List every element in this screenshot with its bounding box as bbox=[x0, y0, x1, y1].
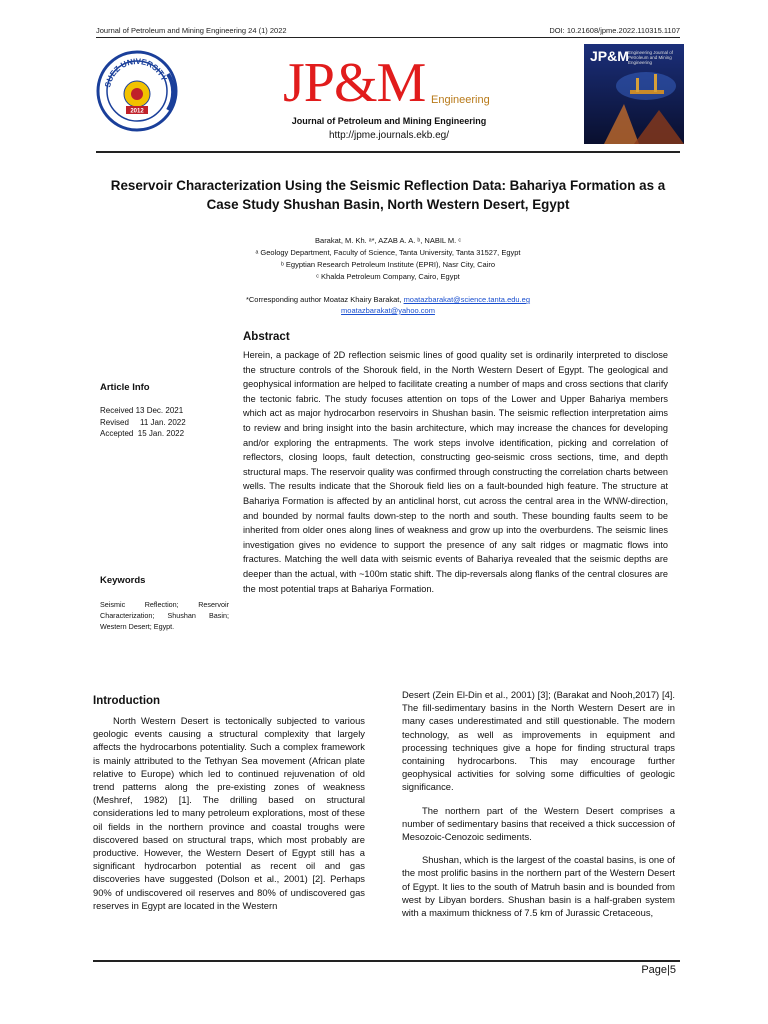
abstract-heading: Abstract bbox=[243, 331, 290, 343]
cover-subtitle: Engineering Journal of Petroleum and Mining Engineering bbox=[628, 50, 674, 65]
article-info-heading: Article Info bbox=[100, 382, 150, 393]
intro-column-left bbox=[93, 714, 365, 912]
paper-title: Reservoir Characterization Using the Seismic Reflection Data: Bahariya Formation as a Case Study Shushan Basin, North Western Desert, Egypt bbox=[110, 178, 666, 212]
affiliation-a: ᵃ Geology Department, Faculty of Science, Tanta University, Tanta 31527, Egypt bbox=[255, 248, 521, 257]
author-names: Barakat, M. Kh. ᵃ*, AZAB A. A. ᵇ, NABIL M. ᶜ bbox=[315, 236, 461, 245]
abstract-text: Herein, a package of 2D reflection seismic lines of good quality set is ordinarily interpreted to disclose the structure controls of the Shorouk field, in the North Western Desert of Egypt. The geological and geophysical information are helped to facilitate creating a number of maps and cross sections that clarify the tectonic fabric. The study focuses attention on tops of the Lower and Upper Bahariya members which act as major hydrocarbon reservoirs in Shushan basin. The seismic reflection interpretation aims to review and bring insight into the basin architecture, which may increase the chances for developing and/or exploring the entrapments. The work steps involve identification, picking and correlation of reflectors, closing loops, fault detection, constructing geo-seismic cross sections, time, and depth structural maps. The reservoir quality was confirmed through constructing the correlation charts between wells. The results indicate that the Shorouk field lies on a fault-bounded high feature. The structure at Bahariya Formation is affected by an anticlinal horst, cut across the central area in the WNW-direction, and bounded by normal faults down-step to the north and south. These bounding faults seem to be inherited from older ones along lines of weakness and grow up into the overburdens. The seismic lines investigation gives no evidence to support the presence of any salt ridges or magmatic flows into fractures. Matching the well data with seismic events of Bahariya revealed that the seismic depths are deeper than the actual, with ~100m static shift. The dip-reversals along flanks of the central closures are the most potential traps at Bahariya Formation. bbox=[243, 350, 668, 594]
email-link-secondary[interactable]: moatazbarakat@yahoo.com bbox=[341, 306, 435, 315]
received-date: Received 13 Dec. 2021 bbox=[100, 406, 184, 415]
affiliation-b: ᵇ Egyptian Research Petroleum Institute (EPRI), Nasr City, Cairo bbox=[280, 260, 496, 269]
corresponding-label: *Corresponding author Moataz Khairy Barakat, bbox=[245, 295, 404, 304]
keywords-text: Seismic Reflection; Reservoir Characterization; Shushan Basin; Western Desert; Egypt. bbox=[100, 600, 229, 631]
journal-logo bbox=[283, 52, 503, 114]
revised-date: Revised 11 Jan. 2022 bbox=[100, 417, 186, 427]
affiliation-c: ᶜ Khalda Petroleum Company, Cairo, Egypt bbox=[316, 272, 460, 281]
doi[interactable]: DOI: 10.21608/jpme.2022.110315.1107 bbox=[549, 26, 680, 35]
keywords-heading: Keywords bbox=[100, 575, 146, 586]
seal-year: 2012 bbox=[130, 108, 144, 115]
intro-paragraph: North Western Desert is tectonically subjected to various geologic events causing a structural complexity that largely affects the hydrocarbons potentiality. Such a complex framework is mainly attributed to the Tethyan Sea movement (African plate relative to Europe) which led to continued rejuvenation of old trend patterns along the pre-existing zones of weakness (Meshref, 1982) [1]. The drilling based on structural considerations led to many petroleum explorations, most of these oil fields in the northern province and coastal troughs were discovered based on structural traps, which most probably are productive. However, the Western Desert of Egypt still has a significant hydrocarbon potential as recent oil and gas discoveries have suggested (Dolson et al., 2001) [2]. Perhaps 90% of undiscovered oil reserves and 80% of undiscovered gas reserves in Egypt are located in the Western bbox=[93, 715, 365, 911]
intro-column-right bbox=[402, 688, 675, 919]
seal-text: SUEZ UNIVERSITY bbox=[103, 56, 169, 89]
corresponding-author bbox=[96, 294, 680, 316]
article-dates bbox=[100, 405, 186, 440]
footer-rule bbox=[93, 960, 680, 962]
journal-name: Journal of Petroleum and Mining Engineering bbox=[291, 116, 487, 126]
header-rule bbox=[96, 37, 680, 38]
journal-reference: Journal of Petroleum and Mining Engineering 24 (1) 2022 bbox=[96, 26, 287, 35]
masthead-rule bbox=[96, 151, 680, 153]
logo-wordmark: JP&M bbox=[283, 52, 426, 114]
intro-paragraph: The northern part of the Western Desert comprises a number of sedimentary basins that received a thick succession of Mesozoic-Cenozoic sediments. bbox=[402, 804, 675, 843]
intro-paragraph: Shushan, which is the largest of the coastal basins, is one of the most prolific basins in the northern part of the Western Desert of Egypt. It lies to the south of Matruh basin and is bounded from west by Libyan borders. Shushan basin is a half-graben system with a maximum thickness of 7.5 km of Jurassic Cretaceous, bbox=[402, 854, 675, 919]
email-link-primary[interactable]: moatazbarakat@science.tanta.edu.eg bbox=[403, 295, 531, 304]
journal-cover-image bbox=[584, 44, 684, 144]
accepted-date: Accepted 15 Jan. 2022 bbox=[100, 429, 185, 438]
cover-title: JP&M bbox=[590, 48, 629, 64]
journal-url[interactable]: http://jpme.journals.ekb.eg/ bbox=[328, 130, 450, 141]
logo-suffix: Engineering bbox=[431, 94, 490, 106]
page-number: Page|5 bbox=[641, 964, 676, 976]
intro-paragraph: Desert (Zein El-Din et al., 2001) [3]; (Barakat and Nooh,2017) [4]. The fill-sedimentary basins in the North Western Desert are in many cases underestimated and still questionable. The modern technology, as well as improvements in equipment and processing techniques give a hope for finding structural traps containing hydrocarbons. This may encourage further geophysical activities for solving some difficulties of geologic significance. bbox=[402, 689, 675, 793]
introduction-heading: Introduction bbox=[93, 695, 161, 707]
author-block bbox=[96, 235, 680, 283]
